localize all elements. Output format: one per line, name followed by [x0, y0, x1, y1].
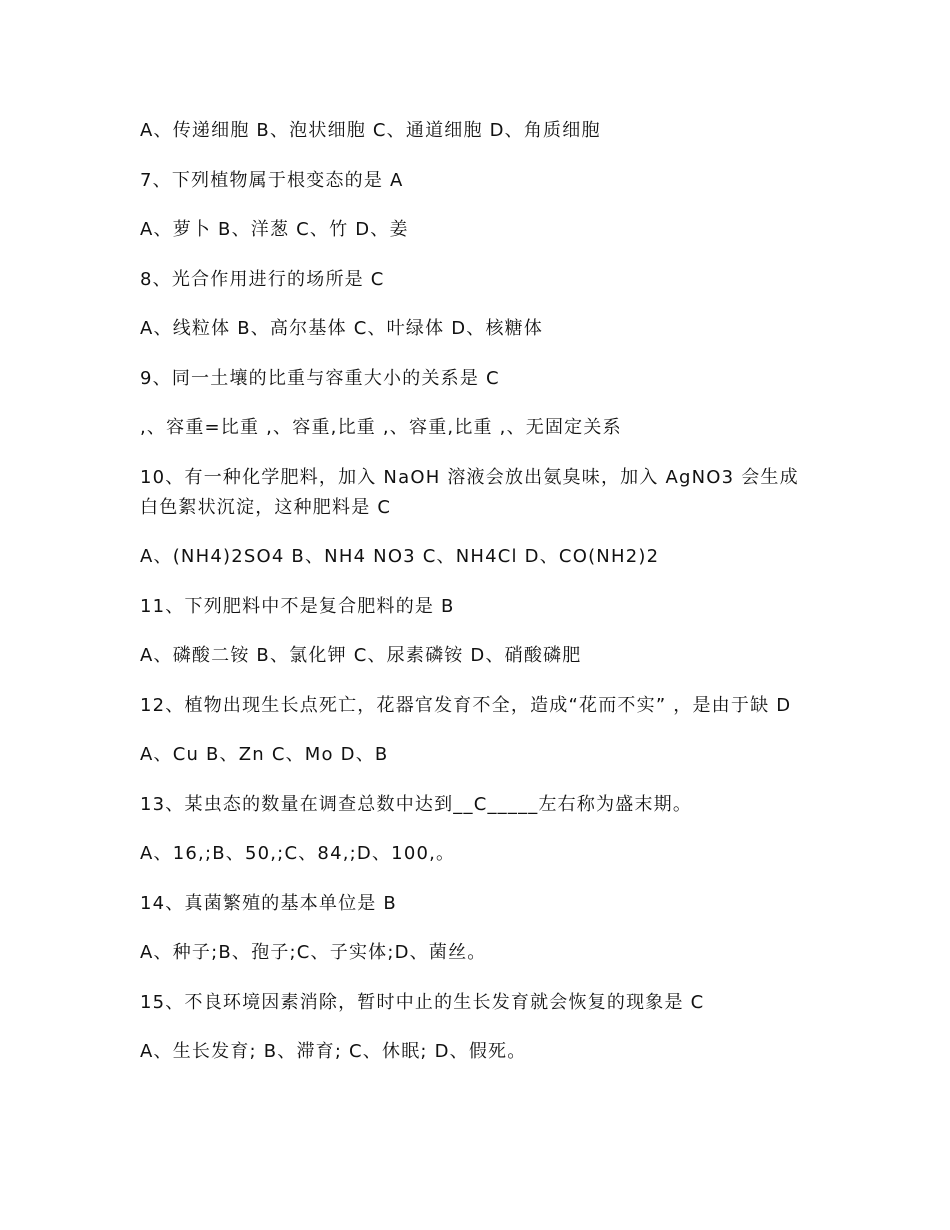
answer-options-q6: A、传递细胞 B、泡状细胞 C、通道细胞 D、角质细胞 — [140, 120, 601, 141]
answer-options-q12: A、Cu B、Zn C、Mo D、B — [140, 744, 389, 765]
question-14: 14、真菌繁殖的基本单位是 B — [140, 892, 397, 914]
answer-options-q11: A、磷酸二铵 B、氯化钾 C、尿素磷铵 D、硝酸磷肥 — [140, 645, 582, 666]
question-10: 10、有一种化学肥料，加入 NaOH 溶液会放出氨臭味，加入 AgNO3 会生成白色絮状沉淀，这种肥料是 C — [140, 466, 799, 518]
answer-options-q14: A、种子;B、孢子;C、子实体;D、菌丝。 — [140, 942, 487, 963]
answer-options-q9: ,、容重=比重 ,、容重,比重 ,、容重,比重 ,、无固定关系 — [140, 417, 622, 438]
question-15: 15、不良环境因素消除，暂时中止的生长发育就会恢复的现象是 C — [140, 991, 705, 1013]
question-13: 13、某虫态的数量在调查总数中达到__C_____左右称为盛末期。 — [140, 793, 693, 815]
answer-options-q15: A、生长发育; B、滞育; C、休眠; D、假死。 — [140, 1041, 527, 1062]
question-8: 8、光合作用进行的场所是 C — [140, 268, 385, 290]
document-body — [140, 116, 812, 1087]
question-11: 11、下列肥料中不是复合肥料的是 B — [140, 595, 455, 617]
question-12: 12、植物出现生长点死亡，花器官发育不全，造成“花而不实” ，是由于缺 D — [140, 694, 792, 716]
question-7: 7、下列植物属于根变态的是 A — [140, 169, 404, 191]
answer-options-q10: A、(NH4)2SO4 B、NH4 NO3 C、NH4Cl D、CO(NH2)2 — [140, 546, 660, 567]
answer-options-q8: A、线粒体 B、高尔基体 C、叶绿体 D、核糖体 — [140, 318, 544, 339]
answer-options-q7: A、萝卜 B、洋葱 C、竹 D、姜 — [140, 219, 409, 240]
question-9: 9、同一土壤的比重与容重大小的关系是 C — [140, 367, 500, 389]
answer-options-q13: A、16,;B、50,;C、84,;D、100,。 — [140, 843, 456, 864]
